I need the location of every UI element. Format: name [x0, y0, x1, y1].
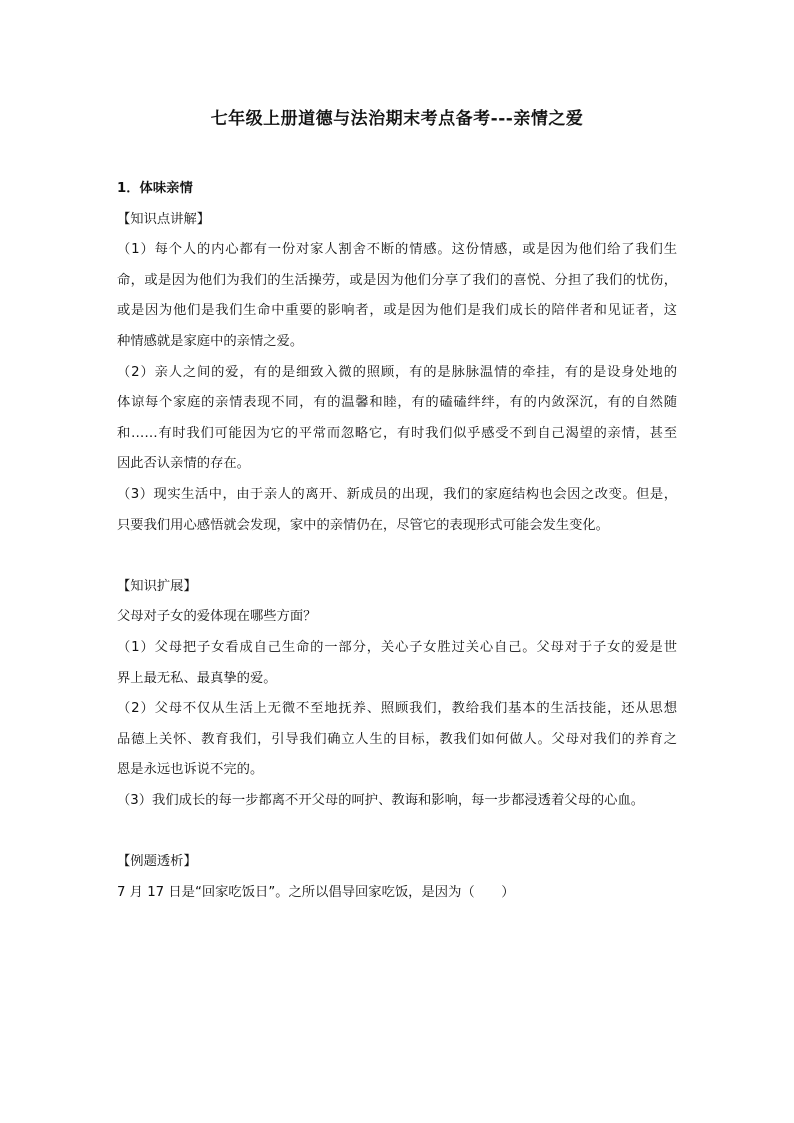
example-analysis-heading: 【例题透析】: [117, 854, 197, 870]
paragraph-line: 只要我们用心感悟就会发现，家中的亲情仍在，尽管它的表现形式可能会发生变化。: [117, 517, 609, 533]
extension-paragraph-2: [117, 694, 677, 786]
paragraph-line: 种情感就是家庭中的亲情之爱。: [117, 333, 304, 349]
paragraph-line: （3）我们成长的每一步都离不开父母的呵护、教诲和影响，每一步都浸透着父母的心血。: [117, 792, 645, 808]
paragraph-line: 或是因为他们是我们生命中重要的影响者，或是因为他们是我们成长的陪伴者和见证者，这: [117, 303, 677, 319]
knowledge-explanation-heading: 【知识点讲解】: [117, 211, 211, 227]
paragraph-line: （2）亲人之间的爱，有的是细致入微的照顾，有的是脉脉温情的牵挂，有的是设身处地的: [117, 364, 677, 380]
paragraph-line: 和……有时我们可能因为它的平常而忽略它，有时我们似乎感受不到自己渴望的亲情，甚至: [117, 425, 677, 441]
paragraph-line: （1）父母把子女看成自己生命的一部分，关心子女胜过关心自己。父母对于子女的爱是世: [117, 639, 677, 655]
knowledge-extension-heading: 【知识扩展】: [117, 578, 197, 594]
extension-question: 父母对子女的爱体现在哪些方面？: [117, 609, 317, 625]
paragraph-line: （2）父母不仅从生活上无微不至地抚养、照顾我们，教给我们基本的生活技能，还从思想: [117, 701, 677, 717]
paragraph-1: [117, 235, 677, 357]
paragraph-line: 命，或是因为他们为我们的生活操劳，或是因为他们分享了我们的喜悦、分担了我们的忧伤，: [117, 272, 677, 288]
section-heading: 1．体味亲情: [117, 181, 193, 196]
paragraph-3: [117, 480, 677, 541]
extension-paragraph-1: [117, 633, 677, 694]
paragraph-line: 品德上关怀、教育我们，引导我们确立人生的目标，教我们如何做人。父母对我们的养育之: [117, 731, 677, 747]
paragraph-line: 界上最无私、最真挚的爱。: [117, 670, 277, 686]
paragraph-line: （1）每个人的内心都有一份对家人割舍不断的情感。这份情感，或是因为他们给了我们生: [117, 242, 677, 258]
spacer: [117, 816, 677, 847]
extension-paragraph-3: [117, 786, 677, 817]
paragraph-line: 恩是永远也诉说不完的。: [117, 762, 264, 778]
paragraph-line: （3）现实生活中，由于亲人的离开、新成员的出现，我们的家庭结构也会因之改变。但是，: [117, 486, 677, 502]
document-body: [117, 174, 677, 908]
document-title: 七年级上册道德与法治期末考点备考---亲情之爱: [210, 109, 584, 129]
example-question: 7 月 17 日是“回家吃饭日”。之所以倡导回家吃饭，是因为（ ）: [117, 884, 515, 900]
spacer: [117, 541, 677, 572]
paragraph-line: 因此否认亲情的存在。: [117, 456, 250, 472]
paragraph-2: [117, 358, 677, 480]
paragraph-line: 体谅每个家庭的亲情表现不同，有的温馨和睦，有的磕磕绊绊，有的内敛深沉，有的自然随: [117, 395, 677, 411]
